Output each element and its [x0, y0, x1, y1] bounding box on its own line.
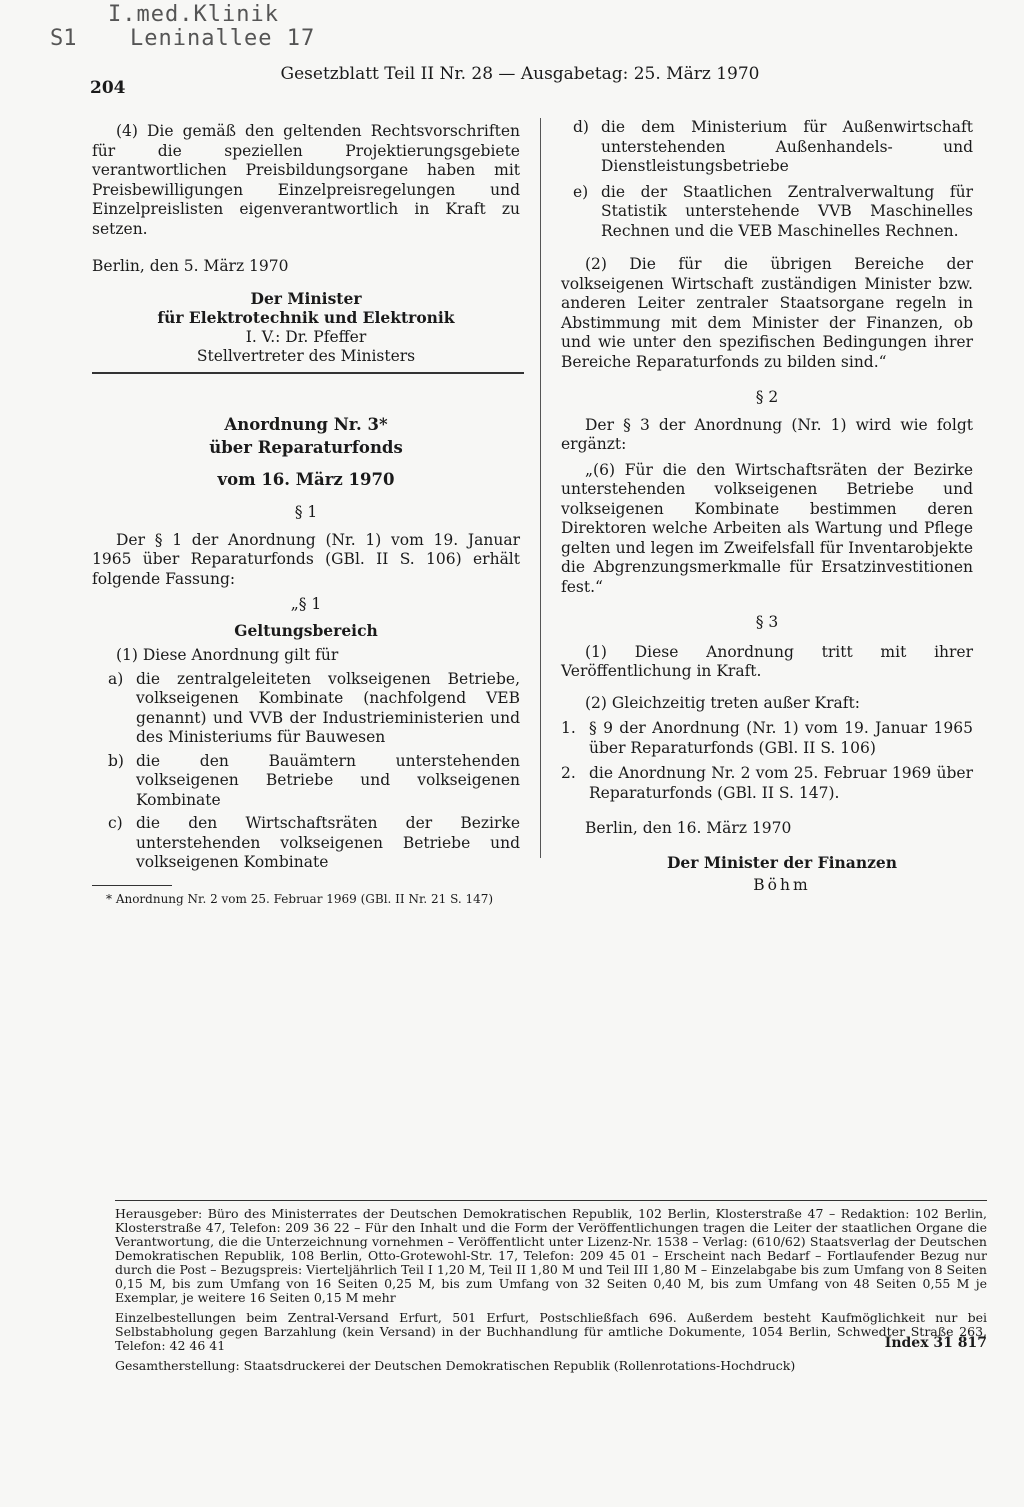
- imprint-orders: Einzelbestellungen beim Zentral-Versand Erfurt, 501 Erfurt, Postschließfach 696. Außerdem besteht Kaufmöglichkeit nur bei Selbstabholung gegen Barzahlung (kein Versand) in der Buchhandlung für amtliche Dokumente, 1054 Berlin, Schwedter Straße 263, Telefon: 42 46 41: [115, 1310, 987, 1353]
- list-text: die zentralgeleiteten volkseigenen Betriebe, volkseigenen Kombinate (nachfolgend VEB genannt) und VVB der Industrieministerien und des Ministeriums für Bauwesen: [136, 669, 520, 746]
- signer-title: Stellvertreter des Ministers: [196, 347, 416, 365]
- list-item-c: [92, 814, 520, 873]
- page-number: 204: [90, 78, 126, 98]
- list-item-e: [561, 183, 973, 242]
- list-text: die den Wirtschaftsräten der Bezirke unterstehenden volkseigenen Betriebe und volkseigenen Kombinate: [136, 814, 520, 871]
- section-3-heading: § 3: [755, 613, 779, 631]
- numbered-item-2: [561, 764, 973, 803]
- list-label: a): [108, 669, 124, 688]
- imprint-printer: Gesamtherstellung: Staatsdruckerei der Deutschen Demokratischen Republik (Rollenrotations-Hochdruck): [115, 1358, 796, 1373]
- place-date-right: Berlin, den 16. März 1970: [585, 819, 792, 837]
- list-label: b): [108, 751, 124, 770]
- list-text: die dem Ministerium für Außenwirtschaft unterstehenden Außenhandels- und Dienstleistungsbetriebe: [601, 118, 973, 175]
- imprint-publisher: Herausgeber: Büro des Ministerrates der Deutschen Demokratischen Republik, 102 Berlin, Klosterstraße 47 – Redaktion: 102 Berlin, Klosterstraße 47, Telefon: 209 36 22 – Für den Inhalt und die Form der Veröffentlichungen tragen die Leiter der staatlichen Organe die Verantwortung, die die Unterzeichnung vornehmen – Veröffentlicht unter Lizenz-Nr. 1538 – Verlag: (610/62) Staatsverlag der Deutschen Demokratischen Republik, 108 Berlin, Otto-Grotewohl-Str. 17, Telefon: 209 45 01 – Erscheint nach Bedarf – Fortlaufender Bezug nur durch die Post – Bezugspreis: Vierteljährlich Teil I 1,20 M, Teil II 1,80 M und Teil III 1,80 M – Einzelabgabe bis zum Umfang von 8 Seiten 0,15 M, bis zum Umfang von 16 Seiten 0,25 M, bis zum Umfang von 32 Seiten 0,40 M, bis zum Umfang von 48 Seiten 0,55 M je Exemplar, je weitere 16 Seiten 0,15 M mehr: [115, 1206, 987, 1305]
- column-divider: [540, 118, 541, 858]
- list-text: die der Staatlichen Zentralverwaltung für Statistik unterstehende VVB Maschinelles Rechnen und die VEB Maschinelles Rechnen.: [601, 182, 973, 240]
- numbered-item-1: [561, 719, 973, 758]
- section-2-quote: „(6) Für die den Wirtschaftsräten der Bezirke unterstehenden volkseigenen Betriebe und volkseigenen Kombinate bestimmen deren Direktoren welche Arbeiten als Wartung und Pflege gelten und legen im Zweifelsfall für Inventarobjekte die Abgrenzungsmerkmalle für Ersatzinvestitionen fest.“: [561, 460, 973, 596]
- running-title: Gesetzblatt Teil II Nr. 28 — Ausgabetag: 25. März 1970: [280, 64, 760, 84]
- ordinance-subject: über Reparaturfonds: [209, 438, 403, 457]
- minister-title-2: für Elektrotechnik und Elektronik: [157, 308, 455, 327]
- left-column: [92, 122, 520, 909]
- list-label: 2.: [561, 764, 576, 782]
- ordinance-title: Anordnung Nr. 3*: [224, 414, 388, 434]
- section-3-para-1: (1) Diese Anordnung tritt mit ihrer Veröffentlichung in Kraft.: [561, 642, 973, 680]
- list-text: die Anordnung Nr. 2 vom 25. Februar 1969 über Reparaturfonds (GBl. II S. 147).: [589, 764, 973, 802]
- footnote-rule: [92, 885, 172, 886]
- quoted-section-heading: „§ 1: [290, 595, 322, 613]
- minister-title-1: Der Minister: [250, 288, 362, 308]
- section-1-text: Der § 1 der Anordnung (Nr. 1) vom 19. Januar 1965 über Reparaturfonds (GBl. II S. 106) erhält folgende Fassung:: [92, 530, 520, 588]
- list-label: 1.: [561, 719, 576, 737]
- list-text: § 9 der Anordnung (Nr. 1) vom 19. Januar 1965 über Reparaturfonds (GBl. II S. 106): [589, 719, 973, 757]
- ordinance-date: vom 16. März 1970: [217, 469, 395, 489]
- stamp-line-1: I.med.Klinik: [108, 2, 279, 27]
- section-2-text: Der § 3 der Anordnung (Nr. 1) wird wie folgt ergänzt:: [561, 415, 973, 453]
- stamp-line-2: Leninallee 17: [130, 26, 316, 51]
- signer-right: Böhm: [753, 876, 811, 894]
- section-1-heading: § 1: [294, 503, 318, 521]
- right-column: [561, 118, 973, 896]
- index-number: Index 31 817: [884, 1335, 987, 1351]
- list-text: die den Bauämtern unterstehenden volkseigenen Betriebe und volkseigenen Kombinate: [136, 751, 520, 809]
- list-label: e): [573, 182, 589, 201]
- section-2-heading: § 2: [755, 388, 779, 406]
- list-item-b: [92, 752, 520, 811]
- footnote: * Anordnung Nr. 2 vom 25. Februar 1969 (GBl. II Nr. 21 S. 147): [106, 891, 494, 906]
- section-3-para-2: (2) Gleichzeitig treten außer Kraft:: [585, 693, 860, 712]
- paragraph-4: (4) Die gemäß den geltenden Rechtsvorschriften für die speziellen Projektierungsgebiete verantwortlichen Preisbildungsorgane haben mit Preisbewilligungen Einzelpreisregelungen und Einzelpreislisten eigenverantwortlich in Kraft zu setzen.: [92, 122, 520, 238]
- finance-minister-title: Der Minister der Finanzen: [666, 852, 898, 872]
- imprint: [115, 1200, 987, 1373]
- list-item-d: [561, 118, 973, 177]
- paragraph-2: (2) Die für die übrigen Bereiche der volkseigenen Wirtschaft zuständigen Minister bzw. anderen Leiter zentraler Staatsorgane regeln in Abstimmung mit dem Minister der Finanzen, ob und wie unter den spezifischen Bedingungen ihrer Bereiche Reparaturfonds zu bilden sind.“: [561, 255, 973, 371]
- list-label: d): [573, 118, 589, 136]
- list-label: c): [108, 814, 123, 832]
- list-item-a: [92, 670, 520, 748]
- scope-intro: (1) Diese Anordnung gilt für: [116, 646, 339, 664]
- stamp-prefix: S1: [50, 26, 77, 51]
- place-date-left: Berlin, den 5. März 1970: [92, 257, 289, 275]
- scope-heading: Geltungsbereich: [234, 620, 378, 640]
- signer-left: I. V.: Dr. Pfeffer: [245, 327, 367, 346]
